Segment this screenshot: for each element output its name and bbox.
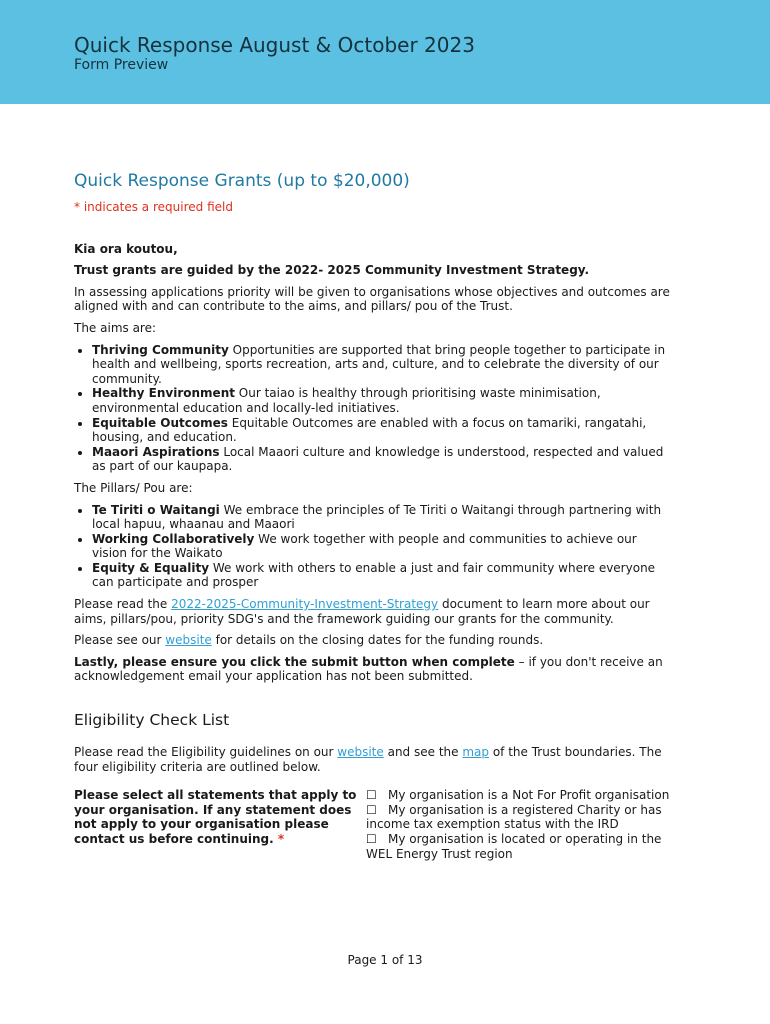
pillar-text: We embrace the principles of Te Tiriti o Waitangi through partnering with local hapuu, whaanau and Maaori bbox=[92, 502, 662, 532]
eligibility-text-pre: Please read the Eligibility guidelines on our bbox=[74, 745, 338, 760]
see-text-pre: Please see our bbox=[74, 633, 166, 648]
pillar-item bbox=[92, 561, 674, 590]
option-label: My organisation is a Not For Profit organisation bbox=[388, 788, 670, 803]
read-strategy-paragraph bbox=[74, 597, 674, 626]
trust-map-link[interactable]: map bbox=[462, 745, 489, 760]
option-label: My organisation is a registered Charity or has income tax exemption status with the IRD bbox=[366, 802, 662, 832]
checkbox-icon[interactable]: ☐ bbox=[366, 802, 377, 817]
aim-text: Equitable Outcomes are enabled with a focus on tamariki, rangatahi, housing, and education. bbox=[92, 415, 647, 445]
aim-item bbox=[92, 386, 674, 415]
aim-text: Our taiao is healthy through prioritising waste minimisation, environmental education and locally-led initiatives. bbox=[92, 386, 601, 415]
pillars-label: The Pillars/ Pou are: bbox=[74, 480, 193, 495]
eligibility-question-label bbox=[74, 788, 366, 861]
eligibility-intro bbox=[74, 745, 674, 774]
section-title: Quick Response Grants (up to $20,000) bbox=[74, 171, 410, 191]
pillar-text: We work together with people and communities to achieve our vision for the Waikato bbox=[92, 531, 637, 561]
pillars-list bbox=[74, 503, 674, 591]
page-number: Page 1 of 13 bbox=[347, 953, 423, 967]
submit-reminder bbox=[74, 655, 674, 684]
eligibility-option-registered-charity[interactable] bbox=[366, 803, 672, 832]
aim-text: Opportunities are supported that bring people together to participate in health and wellbeing, sports recreation, arts and, culture, and to celebrate the diversity of our community. bbox=[92, 342, 666, 386]
aim-title: Equitable Outcomes bbox=[92, 415, 228, 430]
form-content bbox=[74, 170, 674, 861]
submit-reminder-bold: Lastly, please ensure you click the submit button when complete bbox=[74, 654, 515, 669]
aim-item bbox=[92, 416, 674, 445]
aim-text: Local Maaori culture and knowledge is understood, respected and valued as part of our kaupapa. bbox=[92, 444, 664, 474]
pillar-title: Te Tiriti o Waitangi bbox=[92, 502, 220, 517]
pillar-item bbox=[92, 503, 674, 532]
checkbox-icon[interactable]: ☐ bbox=[366, 788, 377, 803]
pillar-item bbox=[92, 532, 674, 561]
question-text: Please select all statements that apply to your organisation. If any statement does not apply to your organisation please contact us before continuing. bbox=[74, 788, 357, 846]
form-title: Quick Response August & October 2023 bbox=[74, 33, 475, 57]
read-text-post: document to learn more about our aims, pillars/pou, priority SDG's and the framework guiding our grants for the community. bbox=[74, 597, 650, 626]
intro-paragraph: In assessing applications priority will be given to organisations whose objectives and outcomes are aligned with and can contribute to the aims, and pillars/ pou of the Trust. bbox=[74, 284, 670, 314]
see-text-post: for details on the closing dates for the funding rounds. bbox=[211, 633, 544, 648]
aim-title: Healthy Environment bbox=[92, 386, 235, 401]
strategy-document-link[interactable]: 2022-2025-Community-Investment-Strategy bbox=[171, 597, 439, 612]
eligibility-title: Eligibility Check List bbox=[74, 711, 230, 730]
eligibility-options bbox=[366, 788, 672, 861]
pillar-title: Working Collaboratively bbox=[92, 531, 255, 546]
aim-title: Maaori Aspirations bbox=[92, 444, 220, 459]
eligibility-option-wel-region[interactable] bbox=[366, 832, 672, 861]
see-website-paragraph bbox=[74, 633, 674, 648]
eligibility-text-post: of the Trust boundaries. The four eligibility criteria are outlined below. bbox=[74, 745, 662, 774]
submit-reminder-rest: – if you don't receive an acknowledgement email your application has not been submitted. bbox=[74, 654, 663, 684]
aim-title: Thriving Community bbox=[92, 342, 229, 357]
eligibility-option-not-for-profit[interactable] bbox=[366, 788, 672, 803]
required-star: * bbox=[277, 832, 285, 846]
form-subtitle: Form Preview bbox=[74, 57, 169, 73]
greeting: Kia ora koutou, bbox=[74, 241, 178, 256]
checkbox-icon[interactable]: ☐ bbox=[366, 832, 377, 846]
aims-label: The aims are: bbox=[74, 320, 157, 335]
guided-statement: Trust grants are guided by the 2022- 2025 Community Investment Strategy. bbox=[74, 263, 590, 278]
pillar-text: We work with others to enable a just and fair community where everyone can participate and prosper bbox=[92, 560, 656, 590]
aim-item bbox=[92, 445, 674, 474]
eligibility-text-mid: and see the bbox=[383, 745, 463, 760]
eligibility-website-link[interactable]: website bbox=[337, 745, 384, 760]
eligibility-question bbox=[74, 788, 674, 861]
option-label: My organisation is located or operating in the WEL Energy Trust region bbox=[366, 832, 662, 861]
aims-list bbox=[74, 343, 674, 474]
header-banner bbox=[0, 0, 770, 104]
required-field-note: * indicates a required field bbox=[74, 200, 233, 214]
website-link[interactable]: website bbox=[165, 633, 212, 648]
pillar-title: Equity & Equality bbox=[92, 560, 210, 575]
read-text-pre: Please read the bbox=[74, 597, 172, 612]
aim-item bbox=[92, 343, 674, 387]
